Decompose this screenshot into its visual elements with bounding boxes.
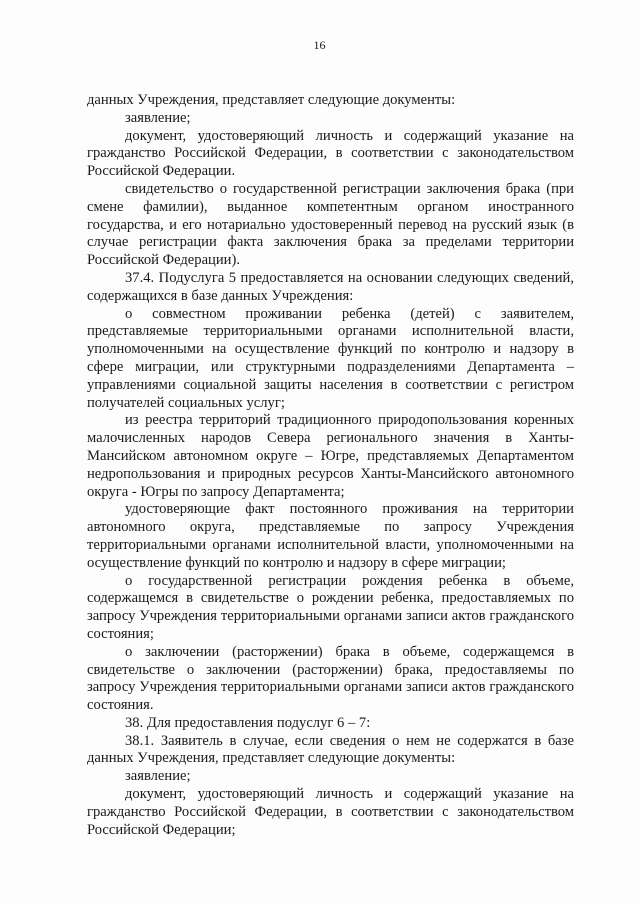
paragraph: данных Учреждения, представляет следующие документы:	[87, 92, 456, 108]
paragraph: о заключении (расторжении) брака в объеме, содержащемся в свидетельстве о заключении (расторжении) брака, предоставляемы по запросу Учреждения территориальными органами записи актов гражданского состояния.	[87, 643, 574, 714]
paragraph: заявление;	[125, 768, 191, 785]
paragraph: из реестра территорий традиционного природопользования коренных малочисленных народов Севера регионального значения в Ханты-Мансийском автономном округе – Югре, представляемых Департаментом недропользования и природных ресурсов Ханты-Мансийского автономного округа - Югры по запросу Департамента;	[87, 412, 574, 500]
paragraph: документ, удостоверяющий личность и содержащий указание на гражданство Российской Федерации, в соответствии с законодательством Российской Федерации.	[87, 127, 574, 180]
paragraph: удостоверяющие факт постоянного проживания на территории автономного округа, представляемые по запросу Учреждения территориальными органами исполнительной власти, уполномоченными на осуществление функций по контролю и надзору в сфере миграции;	[87, 501, 574, 571]
document-body	[87, 92, 574, 839]
paragraph: свидетельство о государственной регистрации заключения брака (при смене фамилии), выданное компетентным органом иностранного государства, и его нотариально удостоверенный перевод на русский язык (в случае регистрации факта заключения брака за пределами территории Российской Федерации).	[87, 180, 574, 269]
paragraph: 38.1. Заявитель в случае, если сведения о нем не содержатся в базе данных Учреждения, представляет следующие документы:	[87, 732, 574, 767]
paragraph: документ, удостоверяющий личность и содержащий указание на гражданство Российской Федерации, в соответствии с законодательством Российской Федерации;	[87, 786, 574, 838]
paragraph: заявление;	[125, 109, 191, 126]
paragraph: о государственной регистрации рождения ребенка в объеме, содержащемся в свидетельстве о рождении ребенка, предоставляемых по запросу Учреждения территориальными органами записи актов гражданского состояния;	[87, 572, 574, 642]
paragraph: 38. Для предоставления подуслуг 6 – 7:	[125, 714, 371, 731]
paragraph: о совместном проживании ребенка (детей) с заявителем, представляемые территориальными органами исполнительной власти, уполномоченными на осуществление функций по контролю и надзору в сфере миграции, или структурными подразделениями Департамента – управлениями социальной защиты населения в соответствии с регистром получателей социальных услуг;	[87, 305, 574, 411]
page-number: 16	[313, 38, 326, 52]
paragraph: 37.4. Подуслуга 5 предоставляется на основании следующих сведений, содержащихся в базе данных Учреждения:	[87, 269, 574, 304]
